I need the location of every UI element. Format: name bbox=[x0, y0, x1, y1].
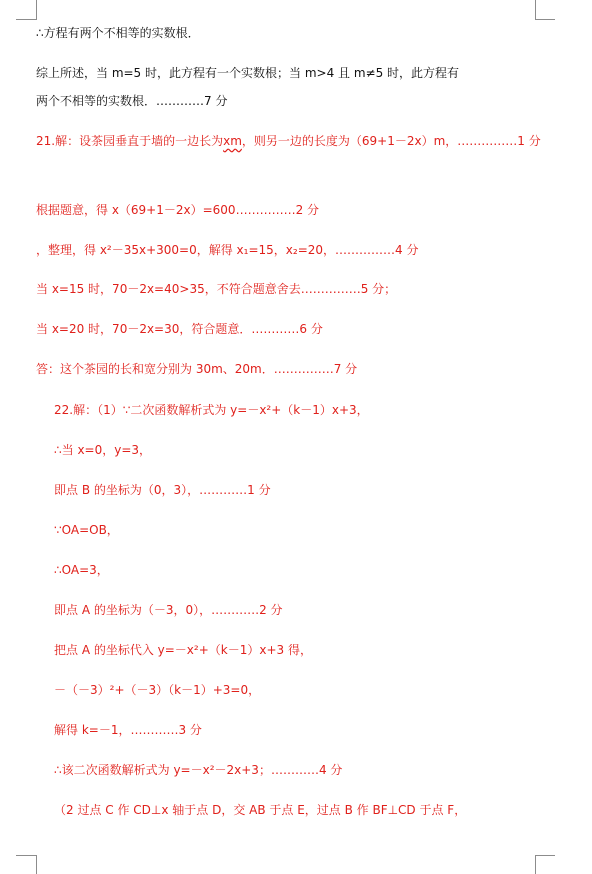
crop-mark-bottom-right-h bbox=[535, 855, 555, 856]
crop-mark-top-left-v bbox=[36, 0, 37, 20]
q21-answer: 答：这个茶园的长和宽分别为 30m、20m．……………7 分 bbox=[36, 362, 358, 376]
q22-line-9: 解得 k=－1，…………3 分 bbox=[54, 723, 202, 737]
q21-line-5: 当 x=20 时，70－2x=30，符合题意．…………6 分 bbox=[36, 322, 323, 336]
q21-line-1 bbox=[36, 133, 541, 149]
q22-line-1: 22.解：（1）∵二次函数解析式为 y=－x²+（k－1）x+3， bbox=[54, 403, 369, 417]
q22-line-5: ∴OA=3， bbox=[54, 563, 109, 577]
q22-line-6: 即点 A 的坐标为（－3，0），…………2 分 bbox=[54, 603, 283, 617]
q22-line-8: －（－3）²+（－3）（k－1）+3=0， bbox=[54, 683, 261, 697]
crop-mark-bottom-right-v bbox=[535, 855, 536, 874]
q21-intro: 21.解：设茶园垂直于墙的一边长为 bbox=[36, 134, 224, 148]
q22-line-10: ∴该二次函数解析式为 y=－x²－2x+3；…………4 分 bbox=[54, 763, 343, 777]
text-line-3: 两个不相等的实数根．…………7 分 bbox=[36, 94, 228, 108]
crop-mark-bottom-left-h bbox=[16, 855, 36, 856]
q22-line-3: 即点 B 的坐标为（0，3），…………1 分 bbox=[54, 483, 271, 497]
q21-line-3: ，整理，得 x²－35x+300=0，解得 x₁=15，x₂=20，……………4 分 bbox=[36, 243, 419, 257]
q22-line-2: ∴当 x=0，y=3， bbox=[54, 443, 152, 457]
crop-mark-top-right-h bbox=[535, 19, 555, 20]
crop-mark-bottom-left-v bbox=[36, 855, 37, 874]
q22-line-4: ∵OA=OB， bbox=[54, 523, 119, 537]
q22-line-7: 把点 A 的坐标代入 y=－x²+（k－1）x+3 得， bbox=[54, 643, 312, 657]
q21-intro-rest: ，则另一边的长度为（69+1－2x）m，……………1 分 bbox=[241, 134, 541, 148]
crop-mark-top-right-v bbox=[535, 0, 536, 20]
q21-variable: xm bbox=[223, 134, 242, 148]
q21-line-4: 当 x=15 时，70－2x=40>35，不符合题意舍去……………5 分； bbox=[36, 282, 397, 296]
crop-mark-top-left-h bbox=[16, 19, 36, 20]
text-line-1: ∴方程有两个不相等的实数根． bbox=[36, 26, 200, 40]
q21-line-2: 根据题意，得 x（69+1－2x）=600……………2 分 bbox=[36, 203, 320, 217]
q22-line-11: （2 过点 C 作 CD⊥x 轴于点 D，交 AB 于点 E，过点 B 作 BF⊥CD 于点 F， bbox=[54, 803, 467, 817]
text-line-2: 综上所述，当 m=5 时，此方程有一个实数根；当 m>4 且 m≠5 时，此方程有 bbox=[36, 66, 460, 80]
